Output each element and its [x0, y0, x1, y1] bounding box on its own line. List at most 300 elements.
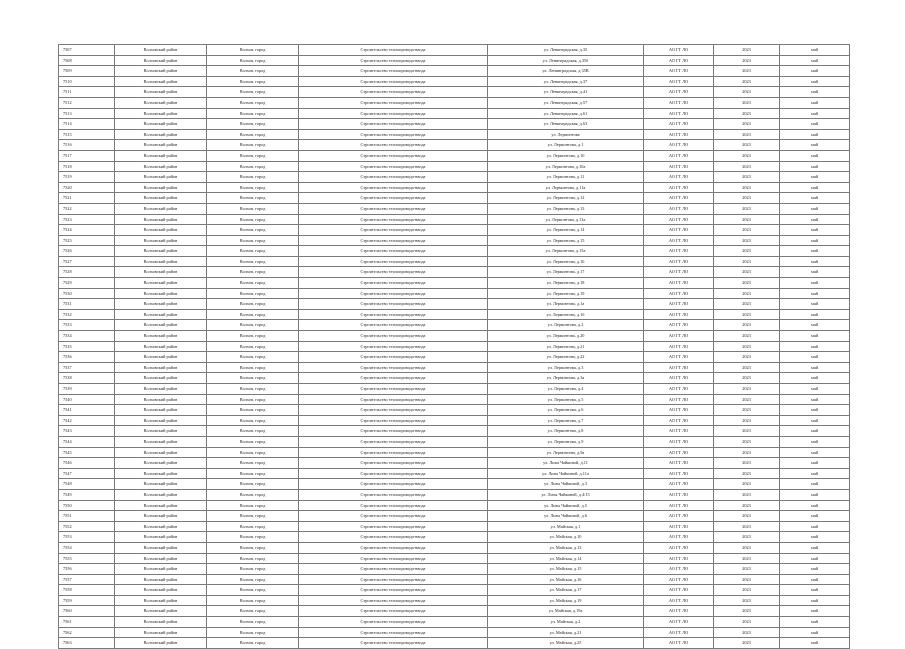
cell-settlement: Волхов, город [207, 468, 299, 479]
cell-year: 2023 [714, 373, 780, 384]
cell-organization: АО ГТ ЛО [644, 606, 714, 617]
cell-row-number: 7544 [59, 436, 115, 447]
cell-year: 2023 [714, 447, 780, 458]
cell-row-number: 7537 [59, 362, 115, 373]
cell-row-number: 7508 [59, 55, 115, 66]
cell-district: Волховский район [115, 140, 207, 151]
cell-row-number: 7517 [59, 150, 115, 161]
cell-district: Волховский район [115, 394, 207, 405]
cell-address: ул. Майская, д.19а [488, 606, 644, 617]
cell-district: Волховский район [115, 150, 207, 161]
cell-organization: АО ГТ ЛО [644, 66, 714, 77]
cell-address: ул. Лермонтова, д.16 [488, 256, 644, 267]
cell-district: Волховский район [115, 193, 207, 204]
cell-year: 2023 [714, 521, 780, 532]
cell-district: Волховский район [115, 320, 207, 331]
cell-month: май [780, 405, 850, 416]
cell-address: ул. Майская, д.17 [488, 585, 644, 596]
cell-settlement: Волхов, город [207, 55, 299, 66]
cell-address: ул. Лермонтова [488, 129, 644, 140]
cell-address: ул. Лермонтова, д.3а [488, 373, 644, 384]
cell-work-type: Строительство теплопровода-ввода [299, 352, 488, 363]
cell-address: ул. Лермонтова, д.3 [488, 362, 644, 373]
cell-year: 2023 [714, 574, 780, 585]
cell-row-number: 7522 [59, 203, 115, 214]
cell-address: ул. Лермонтова, д.9а [488, 447, 644, 458]
cell-row-number: 7509 [59, 66, 115, 77]
table-row [59, 267, 850, 278]
works-table [58, 44, 850, 649]
table-row [59, 331, 850, 342]
cell-settlement: Волхов, город [207, 362, 299, 373]
cell-year: 2023 [714, 511, 780, 522]
table-row [59, 97, 850, 108]
cell-address: ул. Майская, д.1 [488, 521, 644, 532]
cell-row-number: 7527 [59, 256, 115, 267]
cell-year: 2023 [714, 458, 780, 469]
cell-district: Волховский район [115, 203, 207, 214]
cell-organization: АО ГТ ЛО [644, 225, 714, 236]
cell-year: 2023 [714, 150, 780, 161]
cell-month: май [780, 267, 850, 278]
cell-work-type: Строительство теплопровода-ввода [299, 193, 488, 204]
cell-work-type: Строительство теплопровода-ввода [299, 373, 488, 384]
cell-row-number: 7543 [59, 426, 115, 437]
cell-month: май [780, 479, 850, 490]
cell-district: Волховский район [115, 66, 207, 77]
cell-month: май [780, 256, 850, 267]
table-row [59, 426, 850, 437]
cell-organization: АО ГТ ЛО [644, 468, 714, 479]
cell-row-number: 7532 [59, 309, 115, 320]
cell-address: ул. Ленинградская, д.35 [488, 45, 644, 56]
cell-district: Волховский район [115, 235, 207, 246]
table-row [59, 55, 850, 66]
cell-settlement: Волхов, город [207, 352, 299, 363]
cell-organization: АО ГТ ЛО [644, 595, 714, 606]
cell-address: ул. Лизы Чайкиной, д.6 [488, 511, 644, 522]
cell-organization: АО ГТ ЛО [644, 638, 714, 649]
cell-month: май [780, 489, 850, 500]
cell-organization: АО ГТ ЛО [644, 542, 714, 553]
cell-district: Волховский район [115, 595, 207, 606]
cell-work-type: Строительство теплопровода-ввода [299, 182, 488, 193]
cell-work-type: Строительство теплопровода-ввода [299, 511, 488, 522]
cell-work-type: Строительство теплопровода-ввода [299, 214, 488, 225]
cell-work-type: Строительство теплопровода-ввода [299, 500, 488, 511]
cell-month: май [780, 161, 850, 172]
cell-year: 2023 [714, 214, 780, 225]
cell-settlement: Волхов, город [207, 606, 299, 617]
cell-row-number: 7550 [59, 500, 115, 511]
cell-settlement: Волхов, город [207, 384, 299, 395]
cell-year: 2023 [714, 55, 780, 66]
cell-work-type: Строительство теплопровода-ввода [299, 479, 488, 490]
cell-district: Волховский район [115, 129, 207, 140]
cell-organization: АО ГТ ЛО [644, 447, 714, 458]
cell-row-number: 7540 [59, 394, 115, 405]
cell-address: ул. Ленинградская, д.35В [488, 66, 644, 77]
cell-row-number: 7562 [59, 627, 115, 638]
cell-district: Волховский район [115, 617, 207, 628]
cell-month: май [780, 511, 850, 522]
cell-work-type: Строительство теплопровода-ввода [299, 447, 488, 458]
table-row [59, 542, 850, 553]
cell-row-number: 7510 [59, 76, 115, 87]
cell-month: май [780, 76, 850, 87]
cell-address: ул. Лермонтова, д.10а [488, 161, 644, 172]
cell-row-number: 7541 [59, 405, 115, 416]
table-row [59, 362, 850, 373]
cell-year: 2023 [714, 617, 780, 628]
cell-organization: АО ГТ ЛО [644, 161, 714, 172]
cell-organization: АО ГТ ЛО [644, 511, 714, 522]
cell-row-number: 7524 [59, 225, 115, 236]
cell-organization: АО ГТ ЛО [644, 415, 714, 426]
cell-district: Волховский район [115, 564, 207, 575]
cell-year: 2023 [714, 468, 780, 479]
cell-settlement: Волхов, город [207, 415, 299, 426]
table-row [59, 341, 850, 352]
table-row [59, 532, 850, 543]
cell-address: ул. Лермонтова, д.22 [488, 352, 644, 363]
cell-month: май [780, 574, 850, 585]
cell-month: май [780, 299, 850, 310]
cell-row-number: 7523 [59, 214, 115, 225]
cell-organization: АО ГТ ЛО [644, 627, 714, 638]
cell-year: 2023 [714, 500, 780, 511]
cell-month: май [780, 150, 850, 161]
cell-row-number: 7531 [59, 299, 115, 310]
cell-district: Волховский район [115, 299, 207, 310]
cell-month: май [780, 532, 850, 543]
cell-settlement: Волхов, город [207, 235, 299, 246]
table-row [59, 511, 850, 522]
cell-settlement: Волхов, город [207, 246, 299, 257]
cell-settlement: Волхов, город [207, 299, 299, 310]
cell-year: 2023 [714, 320, 780, 331]
cell-row-number: 7555 [59, 553, 115, 564]
cell-settlement: Волхов, город [207, 521, 299, 532]
cell-month: май [780, 553, 850, 564]
cell-district: Волховский район [115, 426, 207, 437]
table-row [59, 320, 850, 331]
cell-month: май [780, 45, 850, 56]
cell-settlement: Волхов, город [207, 479, 299, 490]
cell-work-type: Строительство теплопровода-ввода [299, 606, 488, 617]
cell-district: Волховский район [115, 585, 207, 596]
cell-work-type: Строительство теплопровода-ввода [299, 225, 488, 236]
cell-district: Волховский район [115, 172, 207, 183]
cell-settlement: Волхов, город [207, 436, 299, 447]
cell-work-type: Строительство теплопровода-ввода [299, 585, 488, 596]
cell-settlement: Волхов, город [207, 119, 299, 130]
cell-row-number: 7530 [59, 288, 115, 299]
cell-address: ул. Лермонтова, д.13 [488, 203, 644, 214]
cell-year: 2023 [714, 119, 780, 130]
table-row [59, 193, 850, 204]
cell-month: май [780, 384, 850, 395]
table-row [59, 384, 850, 395]
cell-year: 2023 [714, 627, 780, 638]
document-page [58, 44, 849, 649]
cell-address: ул. Лермонтова, д.13а [488, 214, 644, 225]
cell-address: ул. Лермонтова, д.1а [488, 299, 644, 310]
cell-work-type: Строительство теплопровода-ввода [299, 574, 488, 585]
cell-month: май [780, 87, 850, 98]
cell-month: май [780, 225, 850, 236]
cell-work-type: Строительство теплопровода-ввода [299, 76, 488, 87]
cell-organization: АО ГТ ЛО [644, 288, 714, 299]
cell-work-type: Строительство теплопровода-ввода [299, 129, 488, 140]
cell-district: Волховский район [115, 468, 207, 479]
cell-settlement: Волхов, город [207, 447, 299, 458]
cell-settlement: Волхов, город [207, 76, 299, 87]
cell-row-number: 7554 [59, 542, 115, 553]
cell-organization: АО ГТ ЛО [644, 267, 714, 278]
cell-row-number: 7561 [59, 617, 115, 628]
cell-district: Волховский район [115, 161, 207, 172]
cell-row-number: 7519 [59, 172, 115, 183]
table-row [59, 521, 850, 532]
cell-row-number: 7545 [59, 447, 115, 458]
cell-row-number: 7563 [59, 638, 115, 649]
cell-work-type: Строительство теплопровода-ввода [299, 341, 488, 352]
cell-year: 2023 [714, 235, 780, 246]
cell-work-type: Строительство теплопровода-ввода [299, 426, 488, 437]
cell-address: ул. Ленинградская, д.57 [488, 97, 644, 108]
cell-address: ул. Лермонтова, д.7 [488, 415, 644, 426]
cell-row-number: 7538 [59, 373, 115, 384]
cell-district: Волховский район [115, 458, 207, 469]
table-row [59, 479, 850, 490]
cell-organization: АО ГТ ЛО [644, 235, 714, 246]
table-row [59, 352, 850, 363]
cell-district: Волховский район [115, 214, 207, 225]
cell-row-number: 7547 [59, 468, 115, 479]
cell-organization: АО ГТ ЛО [644, 150, 714, 161]
cell-month: май [780, 627, 850, 638]
cell-month: май [780, 352, 850, 363]
cell-row-number: 7528 [59, 267, 115, 278]
cell-work-type: Строительство теплопровода-ввода [299, 362, 488, 373]
cell-district: Волховский район [115, 627, 207, 638]
cell-address: ул. Майская, д.13 [488, 542, 644, 553]
cell-organization: АО ГТ ЛО [644, 320, 714, 331]
table-row [59, 235, 850, 246]
cell-organization: АО ГТ ЛО [644, 119, 714, 130]
cell-month: май [780, 288, 850, 299]
cell-work-type: Строительство теплопровода-ввода [299, 140, 488, 151]
cell-address: ул. Лермонтова, д.17 [488, 267, 644, 278]
cell-settlement: Волхов, город [207, 66, 299, 77]
cell-settlement: Волхов, город [207, 564, 299, 575]
cell-settlement: Волхов, город [207, 288, 299, 299]
cell-settlement: Волхов, город [207, 140, 299, 151]
table-row [59, 447, 850, 458]
cell-row-number: 7533 [59, 320, 115, 331]
cell-year: 2023 [714, 140, 780, 151]
table-row [59, 585, 850, 596]
cell-work-type: Строительство теплопровода-ввода [299, 161, 488, 172]
cell-settlement: Волхов, город [207, 309, 299, 320]
cell-month: май [780, 193, 850, 204]
cell-month: май [780, 436, 850, 447]
cell-month: май [780, 394, 850, 405]
cell-organization: АО ГТ ЛО [644, 384, 714, 395]
cell-month: май [780, 278, 850, 289]
cell-month: май [780, 55, 850, 66]
cell-work-type: Строительство теплопровода-ввода [299, 150, 488, 161]
cell-month: май [780, 468, 850, 479]
cell-month: май [780, 415, 850, 426]
cell-work-type: Строительство теплопровода-ввода [299, 288, 488, 299]
cell-row-number: 7559 [59, 595, 115, 606]
cell-settlement: Волхов, город [207, 553, 299, 564]
cell-settlement: Волхов, город [207, 182, 299, 193]
cell-district: Волховский район [115, 87, 207, 98]
cell-year: 2023 [714, 309, 780, 320]
cell-month: май [780, 97, 850, 108]
cell-month: май [780, 426, 850, 437]
cell-month: май [780, 362, 850, 373]
cell-year: 2023 [714, 45, 780, 56]
cell-address: ул. Лизы Чайкиной, д.3 [488, 479, 644, 490]
cell-settlement: Волхов, город [207, 129, 299, 140]
cell-district: Волховский район [115, 373, 207, 384]
cell-address: ул. Лермонтова, д.14 [488, 225, 644, 236]
cell-settlement: Волхов, город [207, 574, 299, 585]
cell-district: Волховский район [115, 436, 207, 447]
cell-year: 2023 [714, 542, 780, 553]
cell-year: 2023 [714, 225, 780, 236]
cell-row-number: 7511 [59, 87, 115, 98]
cell-organization: АО ГТ ЛО [644, 405, 714, 416]
cell-address: ул. Лермонтова, д.1б [488, 309, 644, 320]
cell-district: Волховский район [115, 606, 207, 617]
cell-settlement: Волхов, город [207, 585, 299, 596]
cell-month: май [780, 617, 850, 628]
cell-work-type: Строительство теплопровода-ввода [299, 553, 488, 564]
cell-month: май [780, 447, 850, 458]
cell-address: ул. Лермонтова, д.1 [488, 140, 644, 151]
cell-organization: АО ГТ ЛО [644, 585, 714, 596]
cell-row-number: 7534 [59, 331, 115, 342]
cell-address: ул. Лизы Чайкиной, д.11а [488, 468, 644, 479]
cell-district: Волховский район [115, 331, 207, 342]
cell-month: май [780, 214, 850, 225]
cell-month: май [780, 119, 850, 130]
cell-address: ул. Ленинградская, д.61 [488, 108, 644, 119]
cell-year: 2023 [714, 638, 780, 649]
cell-organization: АО ГТ ЛО [644, 426, 714, 437]
table-row [59, 288, 850, 299]
cell-row-number: 7549 [59, 489, 115, 500]
cell-district: Волховский район [115, 108, 207, 119]
cell-work-type: Строительство теплопровода-ввода [299, 309, 488, 320]
cell-year: 2023 [714, 246, 780, 257]
table-row [59, 108, 850, 119]
cell-year: 2023 [714, 193, 780, 204]
cell-work-type: Строительство теплопровода-ввода [299, 489, 488, 500]
cell-organization: АО ГТ ЛО [644, 617, 714, 628]
cell-organization: АО ГТ ЛО [644, 489, 714, 500]
cell-year: 2023 [714, 172, 780, 183]
cell-district: Волховский район [115, 542, 207, 553]
table-row [59, 436, 850, 447]
cell-district: Волховский район [115, 352, 207, 363]
cell-year: 2023 [714, 532, 780, 543]
cell-district: Волховский район [115, 574, 207, 585]
cell-work-type: Строительство теплопровода-ввода [299, 532, 488, 543]
cell-work-type: Строительство теплопровода-ввода [299, 320, 488, 331]
cell-row-number: 7513 [59, 108, 115, 119]
cell-address: ул. Майская, д.14 [488, 553, 644, 564]
cell-year: 2023 [714, 66, 780, 77]
cell-settlement: Волхов, город [207, 500, 299, 511]
table-row [59, 225, 850, 236]
cell-work-type: Строительство теплопровода-ввода [299, 87, 488, 98]
cell-address: ул. Майская, д.15 [488, 564, 644, 575]
cell-district: Волховский район [115, 521, 207, 532]
cell-settlement: Волхов, город [207, 267, 299, 278]
cell-row-number: 7548 [59, 479, 115, 490]
cell-organization: АО ГТ ЛО [644, 362, 714, 373]
table-row [59, 76, 850, 87]
cell-settlement: Волхов, город [207, 214, 299, 225]
cell-work-type: Строительство теплопровода-ввода [299, 172, 488, 183]
table-row [59, 45, 850, 56]
cell-settlement: Волхов, город [207, 203, 299, 214]
cell-row-number: 7518 [59, 161, 115, 172]
cell-settlement: Волхов, город [207, 87, 299, 98]
cell-address: ул. Майская, д.21 [488, 627, 644, 638]
cell-organization: АО ГТ ЛО [644, 479, 714, 490]
cell-district: Волховский район [115, 246, 207, 257]
cell-address: ул. Лермонтова, д.10 [488, 150, 644, 161]
table-row [59, 87, 850, 98]
cell-row-number: 7514 [59, 119, 115, 130]
cell-organization: АО ГТ ЛО [644, 55, 714, 66]
cell-settlement: Волхов, город [207, 394, 299, 405]
table-row [59, 373, 850, 384]
cell-year: 2023 [714, 97, 780, 108]
cell-organization: АО ГТ ЛО [644, 45, 714, 56]
table-row [59, 564, 850, 575]
cell-work-type: Строительство теплопровода-ввода [299, 627, 488, 638]
table-row [59, 119, 850, 130]
cell-year: 2023 [714, 352, 780, 363]
cell-settlement: Волхов, город [207, 542, 299, 553]
cell-year: 2023 [714, 299, 780, 310]
cell-work-type: Строительство теплопровода-ввода [299, 235, 488, 246]
table-row [59, 278, 850, 289]
cell-address: ул. Лермонтова, д.5 [488, 394, 644, 405]
cell-year: 2023 [714, 108, 780, 119]
cell-year: 2023 [714, 384, 780, 395]
cell-district: Волховский район [115, 182, 207, 193]
table-row [59, 140, 850, 151]
cell-year: 2023 [714, 182, 780, 193]
cell-district: Волховский район [115, 341, 207, 352]
cell-organization: АО ГТ ЛО [644, 436, 714, 447]
table-row [59, 150, 850, 161]
table-row [59, 256, 850, 267]
works-table-body [59, 45, 850, 649]
cell-district: Волховский район [115, 479, 207, 490]
cell-organization: АО ГТ ЛО [644, 76, 714, 87]
cell-settlement: Волхов, город [207, 161, 299, 172]
